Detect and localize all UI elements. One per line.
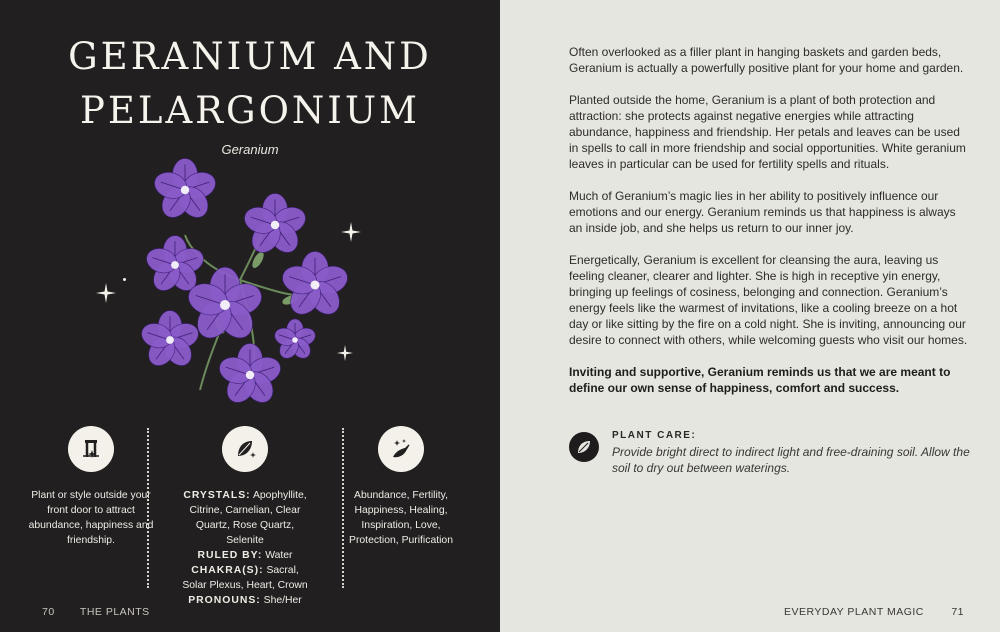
paragraph: Energetically, Geranium is excellent for cleansing the aura, leaving us feeling cleaner, clearer and lighter. She is high in receptive yin energy, bringing up feelings of cosiness, belonging and connection. Geranium’s energy feels like the warmest of invitations, like a cooling breeze on a hot day or like sitting by the fire on a cold night. She is inviting, announcing our desire to connect with others, while welcoming guests who visit our homes. [569,253,968,347]
leaf-sparkle-icon [222,426,268,472]
page-number: 71 [951,606,964,618]
folio-left [42,606,150,618]
sparkle-icon [341,222,361,242]
column-placement [26,426,156,548]
hand-sparkle-icon [378,426,424,472]
page-title [0,30,500,138]
column-divider [147,428,149,588]
crystals-label: CRYSTALS: [183,490,251,501]
title-line-1: GERANIUM AND [68,35,432,78]
pronouns-value: She/Her [263,595,302,606]
folio-right [784,606,964,618]
column-correspondences [180,426,310,608]
plant-care-text: Provide bright direct to indirect light and free-draining soil. Allow the soil to dry out between waterings. [612,445,970,475]
chakras-value: Sacral, Solar Plexus, Heart, Crown [182,565,308,591]
page-number: 70 [42,606,55,618]
column-intentions [336,426,466,548]
ruled-by-label: RULED BY: [197,550,263,561]
closing-statement: Inviting and supportive, Geranium reminds us that we are meant to define our own sense of happiness, comfort and success. [569,365,951,395]
leaf-icon [569,432,599,462]
geranium-bloom [241,194,309,258]
paragraph: Planted outside the home, Geranium is a plant of both protection and attraction: she protects against negative energies while attracting abundance, happiness and friendship. Her petals and leaves can be used in spells to call in more friendship and social opportunities. White geranium leaves in particular can be used for fertility spells and rituals. [569,93,966,171]
sparkle-icon [96,283,116,303]
title-line-2: PELARGONIUM [79,89,420,132]
body-text [569,44,969,412]
geranium-bloom [151,159,219,223]
geranium-bloom [216,344,284,408]
geranium-illustration [90,150,390,420]
plant-subtitle: Geranium [221,142,279,157]
geranium-bloom [138,311,201,371]
ruled-by-value: Water [265,550,293,561]
correspondences-text [180,488,310,608]
placement-text: Plant or style outside your front door to attract abundance, happiness and friendship. [28,490,154,546]
right-page [500,0,1000,632]
intentions-text: Abundance, Fertility, Happiness, Healing, Inspiration, Love, Protection, Purification [349,490,453,546]
geranium-bloom [279,251,351,320]
stool-sparkle-icon [68,426,114,472]
chakras-label: CHAKRA(S): [191,565,264,576]
paragraph: Much of Geranium’s magic lies in her ability to positively influence our emotions and our energy. Geranium reminds us that happiness is always an inside job, and she helps us return to our inner joy. [569,189,956,235]
star-dot-icon [123,278,126,281]
plant-care-label: PLANT CARE: [612,430,697,441]
section-name: EVERYDAY PLANT MAGIC [783,606,924,618]
pronouns-label: PRONOUNS: [188,595,261,606]
crystals-value: Apophyllite, Citrine, Carnelian, Clear Quartz, Rose Quartz, Selenite [189,490,307,546]
paragraph: Often overlooked as a filler plant in hanging baskets and garden beds, Geranium is actually a powerfully positive plant for your home and garden. [569,45,964,75]
sparkle-icon [337,345,353,361]
section-name: THE PLANTS [79,606,150,618]
geranium-bloom [272,319,317,362]
